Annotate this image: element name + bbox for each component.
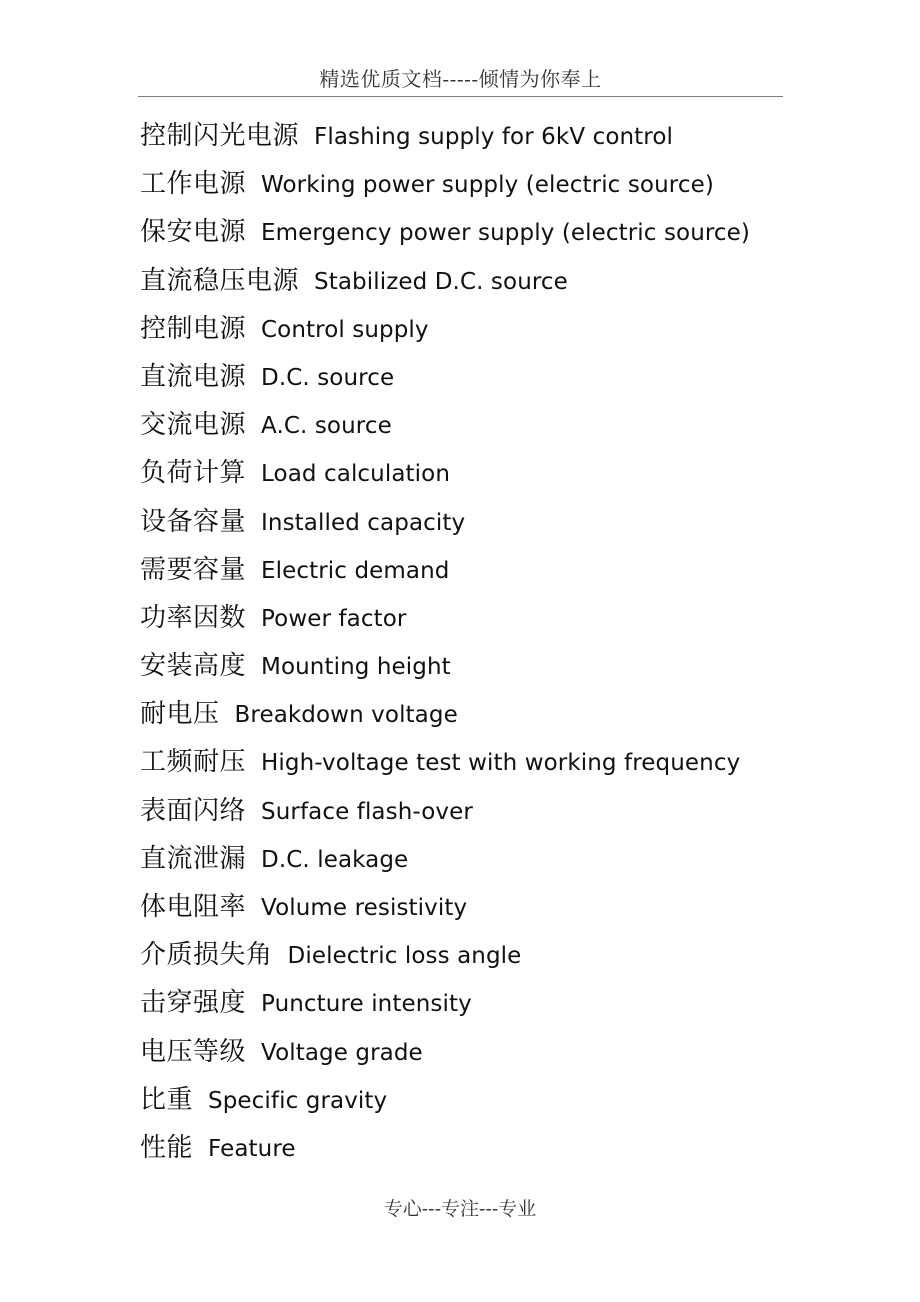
term-chinese: 直流电源 xyxy=(140,361,247,392)
term-english: Working power supply (electric source) xyxy=(261,172,714,199)
term-english: Surface flash-over xyxy=(261,798,473,825)
term-english: A.C. source xyxy=(261,413,392,440)
page-footer: 专心---专注---专业 xyxy=(383,1198,537,1220)
term-row xyxy=(140,1078,880,1126)
term-row xyxy=(140,692,880,740)
term-chinese: 表面闪络 xyxy=(140,795,247,826)
term-row xyxy=(140,548,880,596)
term-chinese: 需要容量 xyxy=(140,554,247,585)
term-chinese: 保安电源 xyxy=(140,217,247,248)
term-row xyxy=(140,210,880,258)
term-chinese: 介质损失角 xyxy=(140,940,273,971)
term-chinese: 功率因数 xyxy=(140,602,247,633)
term-english: Emergency power supply (electric source) xyxy=(261,220,751,247)
term-chinese: 工作电源 xyxy=(140,169,247,200)
term-list xyxy=(140,114,880,1174)
term-english: Installed capacity xyxy=(261,509,466,536)
term-row xyxy=(140,789,880,837)
term-chinese: 设备容量 xyxy=(140,506,247,537)
term-row xyxy=(140,114,880,162)
term-english: Feature xyxy=(208,1135,296,1162)
term-row xyxy=(140,307,880,355)
term-chinese: 直流稳压电源 xyxy=(140,265,300,296)
term-row xyxy=(140,259,880,307)
term-english: Power factor xyxy=(261,605,407,632)
term-row xyxy=(140,500,880,548)
term-english: Puncture intensity xyxy=(261,991,472,1018)
term-english: D.C. leakage xyxy=(261,846,409,873)
term-english: Voltage grade xyxy=(261,1039,423,1066)
term-row xyxy=(140,933,880,981)
term-row xyxy=(140,740,880,788)
term-chinese: 安装高度 xyxy=(140,651,247,682)
term-chinese: 工频耐压 xyxy=(140,747,247,778)
term-english: Control supply xyxy=(261,316,429,343)
term-chinese: 直流泄漏 xyxy=(140,843,247,874)
term-english: Dielectric loss angle xyxy=(287,943,522,970)
term-english: Breakdown voltage xyxy=(234,702,458,729)
term-chinese: 交流电源 xyxy=(140,410,247,441)
term-chinese: 控制电源 xyxy=(140,313,247,344)
term-english: D.C. source xyxy=(261,364,395,391)
term-english: Specific gravity xyxy=(208,1087,388,1114)
term-row xyxy=(140,837,880,885)
term-chinese: 比重 xyxy=(140,1084,194,1115)
page-header: 精选优质文档-----倾情为你奉上 xyxy=(138,62,783,97)
term-row xyxy=(140,981,880,1029)
term-row xyxy=(140,403,880,451)
term-english: High-voltage test with working frequency xyxy=(261,750,741,777)
term-english: Volume resistivity xyxy=(261,895,468,921)
term-row xyxy=(140,885,880,933)
term-chinese: 控制闪光电源 xyxy=(140,121,300,151)
term-chinese: 电压等级 xyxy=(140,1036,247,1067)
term-row xyxy=(140,1126,880,1174)
term-english: Mounting height xyxy=(261,654,451,681)
term-row xyxy=(140,596,880,644)
term-chinese: 体电阻率 xyxy=(140,892,247,922)
term-english: Electric demand xyxy=(261,557,450,584)
term-row xyxy=(140,162,880,210)
term-chinese: 负荷计算 xyxy=(140,458,247,489)
term-chinese: 性能 xyxy=(140,1132,194,1163)
term-row xyxy=(140,355,880,403)
term-english: Flashing supply for 6kV control xyxy=(314,124,673,150)
term-row xyxy=(140,644,880,692)
term-row xyxy=(140,451,880,499)
term-row xyxy=(140,1030,880,1078)
term-chinese: 耐电压 xyxy=(140,699,220,730)
term-english: Stabilized D.C. source xyxy=(314,268,568,295)
term-chinese: 击穿强度 xyxy=(140,988,247,1019)
term-english: Load calculation xyxy=(261,461,450,488)
